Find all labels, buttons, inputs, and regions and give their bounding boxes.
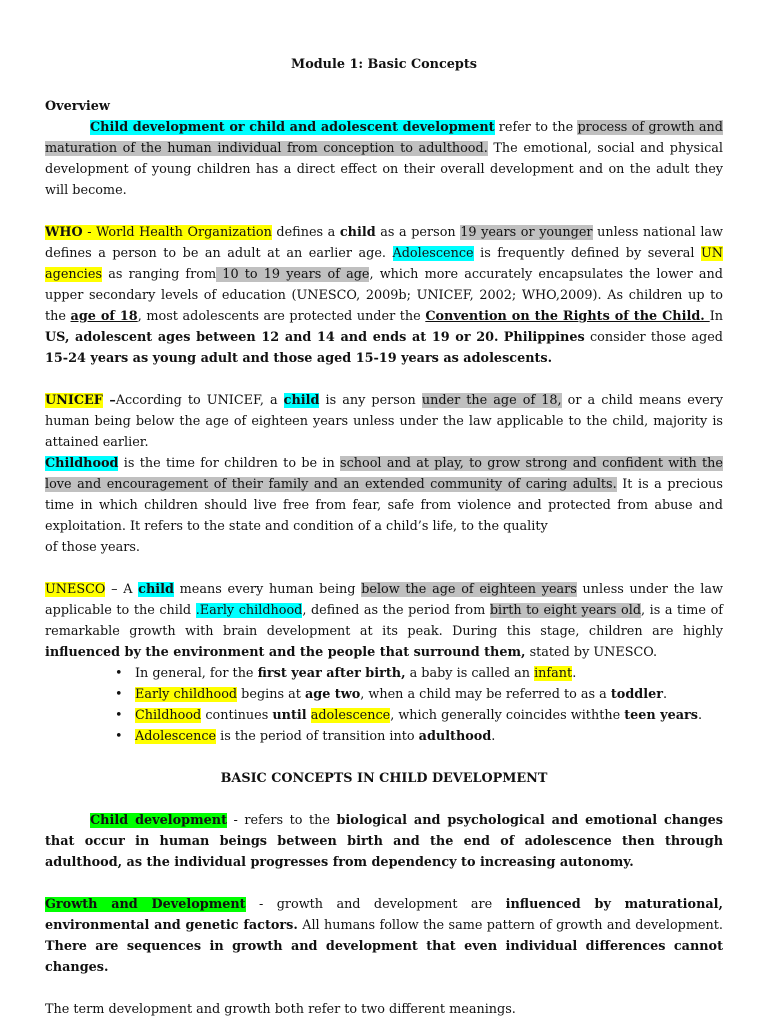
who-un-agencies: UN agencies (45, 246, 723, 282)
unesco-label: UNESCO (45, 582, 106, 597)
overview-term: Child development or child and adolescent development (90, 120, 495, 135)
page-title: Module 1: Basic Concepts (291, 57, 477, 72)
text: a baby is called an (405, 666, 535, 681)
text: , when a child may be referred to as a (360, 687, 611, 702)
text: toddler (610, 687, 663, 702)
who-label: WHO (45, 225, 83, 240)
cd-term: Child development (90, 813, 227, 828)
unicef-label: UNICEF (45, 393, 103, 408)
text: unless under the law applicable to the child (45, 582, 723, 618)
bullet-icon: • (115, 708, 123, 723)
text: , is a time of remarkable growth with brain development at its peak. During this stage, children are highly (45, 603, 724, 639)
unesco-below: below the age of eighteen years (361, 582, 577, 597)
text: In (709, 309, 723, 324)
text: – A (105, 582, 139, 597)
section-heading: BASIC CONCEPTS IN CHILD DEVELOPMENT (220, 771, 548, 786)
who-range: 10 to 19 years of age (216, 267, 370, 282)
who-age: 19 years or younger (460, 225, 593, 240)
text: Childhood (135, 708, 202, 723)
who-paragraph (45, 222, 723, 369)
text: teen years (624, 708, 698, 723)
text: first year after birth, (257, 666, 406, 681)
overview-paragraph (45, 117, 723, 201)
text: means every human being (173, 582, 362, 597)
who-philippines: Philippines (503, 330, 585, 345)
unicef-school: school and at play, to grow strong and confident with the love and encouragement of their family and an extended community of caring adults. (45, 456, 723, 492)
text: According to UNICEF, a (115, 393, 284, 408)
text: . (572, 666, 577, 681)
who-ages: 15-24 years as young adult and those aged 15-19 years as adolescents. (45, 351, 553, 366)
unesco-paragraph (45, 579, 723, 663)
who-child: child (339, 225, 376, 240)
growth-development-paragraph (45, 894, 723, 978)
text: , which more accurately encapsulates the lower and upper secondary levels of education (UNESCO, 2009b; UNICEF, 2002; WHO,2009). As children up to the (45, 267, 723, 324)
bullet-icon: • (115, 687, 123, 702)
list-item (115, 705, 723, 726)
text: There are sequences in growth and development that even individual differences cannot changes. (45, 939, 723, 975)
text: – (102, 393, 116, 408)
text: is the period of transition into (216, 729, 419, 744)
text: is frequently defined by several (473, 246, 702, 261)
text: , defined as the period from (302, 603, 490, 618)
who-label-rest: - World Health Organization (82, 225, 272, 240)
who-adolescence: Adolescence (392, 246, 474, 261)
text: . (491, 729, 496, 744)
stage-list (45, 663, 723, 747)
overview-process: process of growth and maturation of the human individual from conception to adulthood. (45, 120, 723, 156)
text: Adolescence (135, 729, 217, 744)
text: , which generally coincides withthe (390, 708, 625, 723)
text: begins at (237, 687, 305, 702)
text: influenced by maturational, environmental and genetic factors. (45, 897, 723, 933)
text: as ranging from (102, 267, 217, 282)
unesco-child: child (138, 582, 174, 597)
text: The emotional, social and physical development of young children has a direct effect on their overall development and on the adult they will become. (45, 141, 724, 198)
text: age two (304, 687, 361, 702)
text: unless national law defines a person to be an adult at an earlier age. (45, 225, 723, 261)
text: defines a (271, 225, 340, 240)
text: . (698, 708, 703, 723)
text: All humans follow the same pattern of growth and development. (297, 918, 723, 933)
child-development-paragraph (45, 810, 723, 873)
text: biological and psychological and emotional changes that occur in human beings between birth and the end of adolescence then through adulthood, as the individual progresses from dependency to increasing autonomy. (45, 813, 724, 870)
text: adolescence (310, 708, 391, 723)
unicef-paragraph (45, 390, 723, 537)
who-us: US, adolescent ages between 12 and 14 and ends at 19 or 20. (45, 330, 499, 345)
unesco-influenced: influenced by the environment and the people that surround them, (45, 645, 526, 660)
text: as a person (375, 225, 461, 240)
text: infant (534, 666, 573, 681)
text: refer to the (494, 120, 578, 135)
list-item (115, 663, 723, 684)
who-convention: Convention on the Rights of the Child. (425, 309, 710, 324)
overview-heading: Overview (45, 99, 110, 114)
bullet-icon: • (115, 729, 123, 744)
text: stated by UNESCO. (525, 645, 658, 660)
unesco-early: .Early childhood (195, 603, 303, 618)
who-label-highlight (45, 225, 272, 240)
unicef-tail: of those years. (45, 540, 140, 555)
text: In general, for the (135, 666, 258, 681)
text: until (272, 708, 307, 723)
text: Early childhood (135, 687, 238, 702)
unicef-under: under the age of 18, (421, 393, 562, 408)
text: is any person (319, 393, 422, 408)
unicef-childhood: Childhood (45, 456, 119, 471)
text: adulthood (418, 729, 492, 744)
unesco-birth: birth to eight years old (489, 603, 642, 618)
unicef-child: child (283, 393, 320, 408)
list-item (115, 684, 723, 705)
bullet-icon: • (115, 666, 123, 681)
text: - growth and development are (245, 897, 506, 912)
text: is the time for children to be in (118, 456, 341, 471)
text: , most adolescents are protected under the (137, 309, 426, 324)
text: - refers to the (227, 813, 337, 828)
who-age18: age of 18 (70, 309, 138, 324)
gd-term: Growth and Development (45, 897, 246, 912)
text: or a child means every human being below the age of eighteen years unless under the law applicable to the child, majority is attained earlier. (45, 393, 723, 450)
text: continues (201, 708, 273, 723)
text: . (662, 687, 668, 702)
list-item (115, 726, 723, 747)
closing-paragraph: The term development and growth both refer to two different meanings. (45, 1002, 516, 1017)
document-page (45, 48, 723, 1020)
text: It is a precious time in which children should live free from fear, safe from violence and protected from abuse and exploitation. It refers to the state and condition of a child’s life, to the quality (45, 477, 723, 534)
text: consider those aged (584, 330, 723, 345)
